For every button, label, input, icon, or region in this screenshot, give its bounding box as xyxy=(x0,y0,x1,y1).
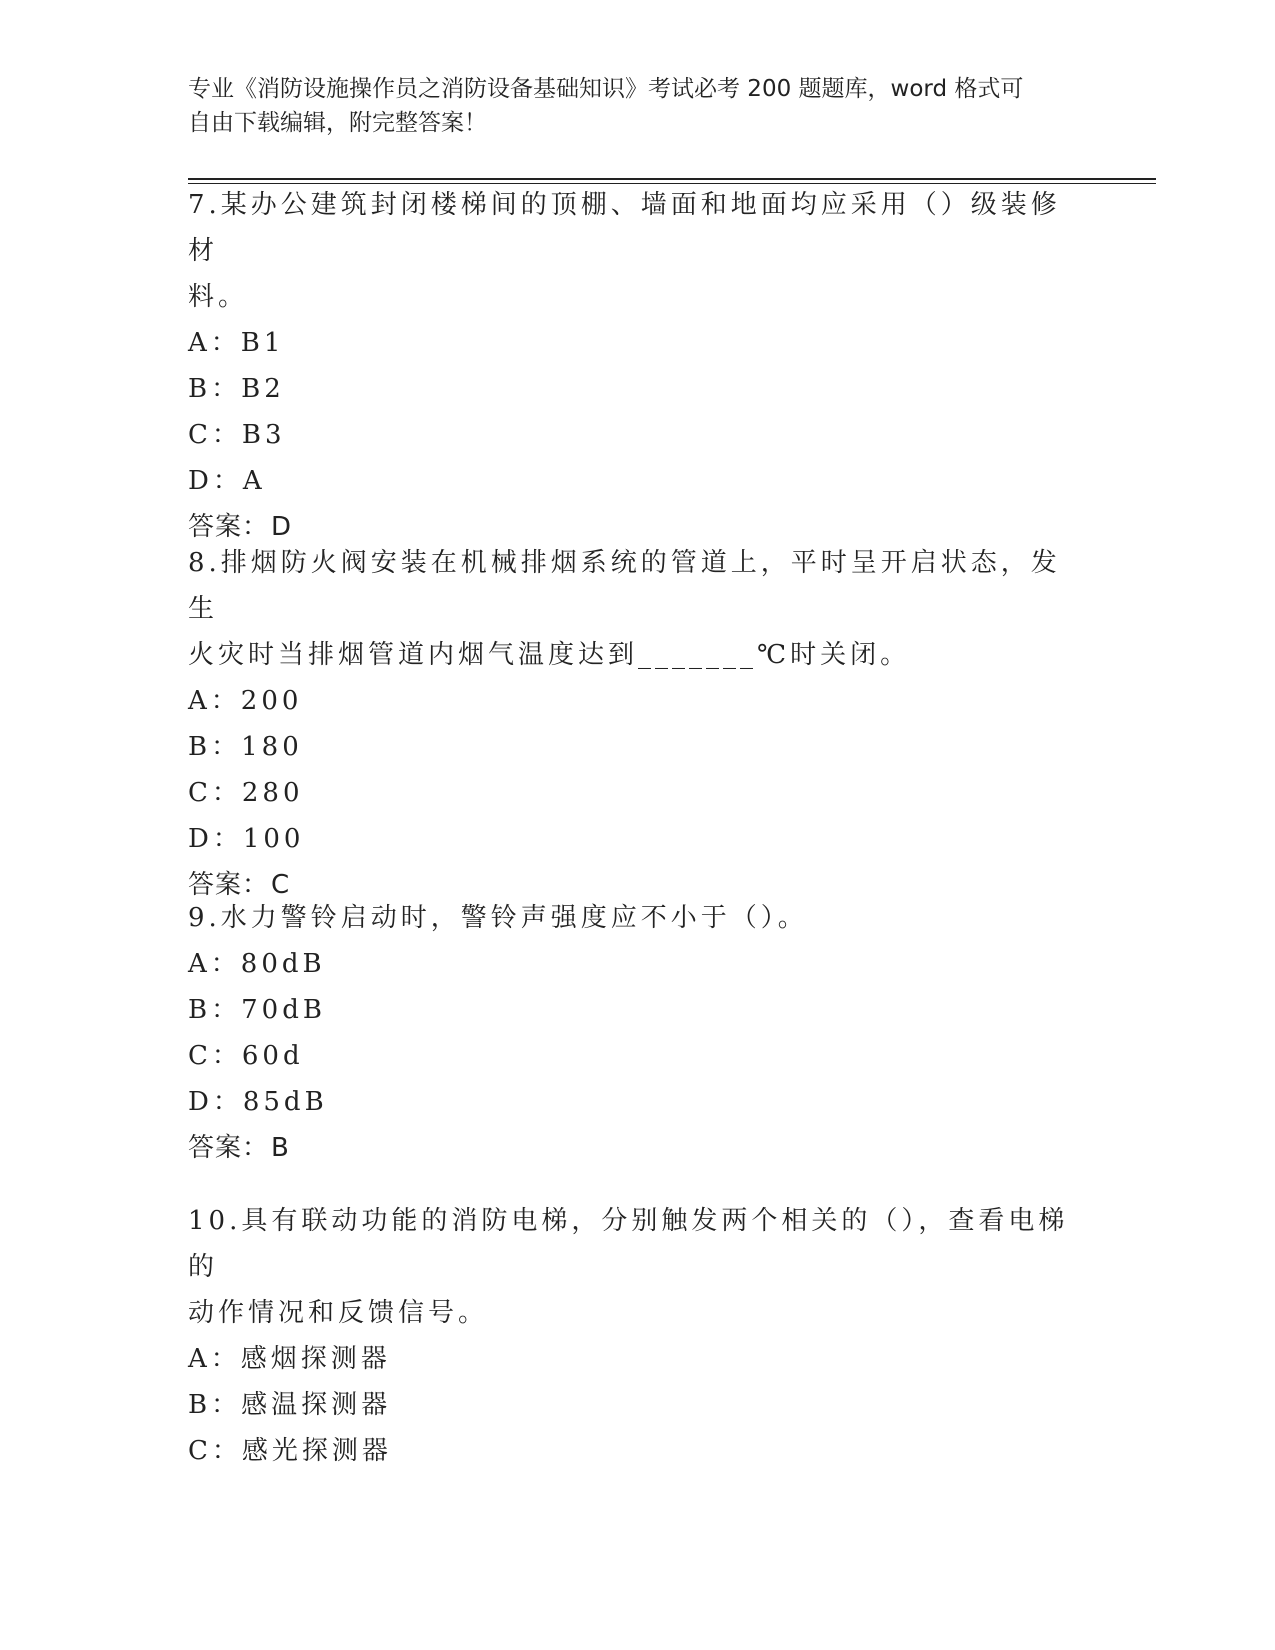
question-stem-continued: 火灾时当排烟管道内烟气温度达到_______℃时关闭。 xyxy=(188,640,911,670)
option-c: C：感光探测器 xyxy=(188,1436,392,1466)
question-stem-continued: 料。 xyxy=(188,282,249,312)
answer-value: D xyxy=(271,512,293,542)
question-stem: 7.某办公建筑封闭楼梯间的顶棚、墙面和地面均应采用（）级装修材 xyxy=(188,190,1061,266)
question-stem: 9.水力警铃启动时，警铃声强度应不小于（）。 xyxy=(188,903,808,933)
option-b: B：感温探测器 xyxy=(188,1390,392,1420)
option-d: D：85dB xyxy=(188,1087,328,1117)
question-stem: 8.排烟防火阀安装在机械排烟系统的管道上，平时呈开启状态，发生 xyxy=(188,548,1061,624)
question-stem: 10.具有联动功能的消防电梯，分别触发两个相关的（），查看电梯的 xyxy=(188,1206,1069,1282)
answer-label: 答案： xyxy=(188,870,270,900)
answer-value: B xyxy=(271,1133,290,1163)
option-a: A：感烟探测器 xyxy=(188,1344,391,1374)
option-c: C：60d xyxy=(188,1041,304,1071)
header-line-1: 专业《消防设施操作员之消防设备基础知识》考试必考 200 题题库，word 格式可 xyxy=(188,76,1024,102)
option-d: D：A xyxy=(188,466,266,496)
option-d: D：100 xyxy=(188,824,305,854)
document-header xyxy=(188,72,1068,140)
option-b: B：70dB xyxy=(188,995,326,1025)
option-b: B：180 xyxy=(188,732,303,762)
option-b: B：B2 xyxy=(188,374,285,404)
option-a: A：80dB xyxy=(188,949,326,979)
header-line-2: 自由下载编辑，附完整答案！ xyxy=(188,110,487,136)
question-10 xyxy=(188,1198,1088,1474)
option-a: A：200 xyxy=(188,686,303,716)
answer-value: C xyxy=(271,870,291,900)
answer-label: 答案： xyxy=(188,1133,270,1163)
header-divider-thick xyxy=(188,178,1156,180)
question-8 xyxy=(188,540,1088,908)
option-c: C：B3 xyxy=(188,420,286,450)
question-9 xyxy=(188,895,1088,1171)
option-c: C：280 xyxy=(188,778,304,808)
answer xyxy=(188,1125,1088,1171)
option-a: A：B1 xyxy=(188,328,285,358)
question-stem-continued: 动作情况和反馈信号。 xyxy=(188,1298,489,1328)
answer-label: 答案： xyxy=(188,512,270,542)
question-7 xyxy=(188,182,1088,550)
